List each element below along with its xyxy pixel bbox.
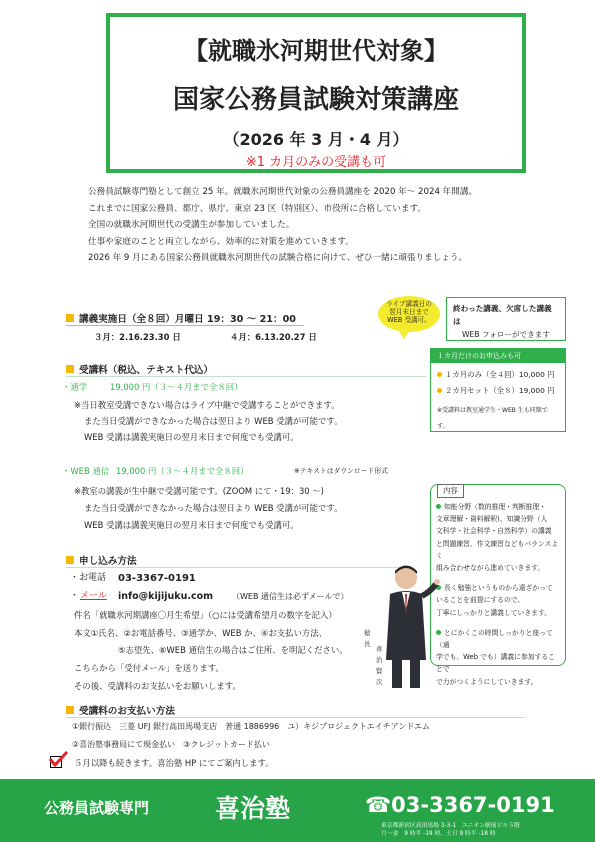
phone-label: ・お電話: [70, 573, 107, 583]
mail-note: （WEB 通信生は必ずメールで）: [232, 592, 349, 601]
title-line2: 国家公務員試験対策講座: [172, 85, 459, 115]
apply-reply: こちらから「受付メール」を送ります。: [74, 663, 224, 673]
payment-heading: 受講料のお支払い方法: [66, 703, 175, 717]
intro-line: これまでに国家公務員、都庁、県庁、東京 23 区（特別区）、市役所に合格しています。: [88, 203, 426, 214]
one-month-item2: ２カ月セット（全８）19,000 円: [437, 383, 559, 399]
web-note: WEB 受講は講義実施日の翌月末日まで何度でも受講可。: [84, 520, 299, 530]
may-note: ５月以降も続きます。喜治塾 HP にてご案内します。: [74, 758, 274, 768]
apply-body2: ⑤志望先、⑥WEB 通信生の場合はご住所、を明記ください。: [118, 645, 348, 655]
contents-item: とにかくこの時間しっかりと座って（通 学でも、Web でも）講義に参加することで で力がつくようにしていきます。: [436, 628, 555, 686]
apply-body1: 本文①氏名、②お電話番号、③通学か、WEB か、④お支払い方法、: [74, 628, 328, 638]
web-note: また当日受講ができなかった場合は翌日より WEB 受講が可能です。: [84, 503, 343, 513]
commute-price: 19,000 円（３～４月まで全８回）: [110, 382, 243, 392]
followup-box: 終わった講義、欠席した講義は WEB フォローができます: [446, 297, 566, 341]
mail-address[interactable]: info@kijijuku.com: [118, 591, 214, 602]
footer-address-block: [381, 822, 520, 838]
teacher-photo: [382, 560, 440, 690]
mail-bullet: ・: [70, 591, 80, 601]
dot-icon: [437, 372, 442, 377]
intro-text: [88, 184, 568, 267]
commute-note: WEB 受講は講義実施日の翌月末日まで何度でも受講可。: [84, 432, 299, 442]
footer-label: 公務員試験専門: [44, 799, 150, 817]
contents-item: 知能分野（数的推理・判断推理・ 文章理解・資料解釈)、知識分野（人 文科学・社会科学・自然科学）の講義 と問題練習、作文練習などもバランスよく 組み合わせながら進めていきます。: [436, 503, 559, 573]
web-text-note: ※テキストはダウンロード形式: [294, 467, 388, 475]
phone-number[interactable]: 03-3367-0191: [118, 573, 196, 584]
teacher-caption: 塾長: [364, 629, 371, 648]
divider: [66, 717, 526, 718]
fees-heading: 受講料（税込、テキスト代込）: [66, 362, 213, 376]
payment-line2: ②喜治塾事務局にて現金払い ③クレジットカード払い: [72, 740, 270, 749]
apply-subject: 件名「就職氷河期講座〇月生希望」（○には受講希望月の数字を記入）: [74, 610, 337, 620]
title-line1: 【就職氷河期世代対象】: [184, 37, 448, 65]
one-month-box: [430, 348, 566, 432]
one-month-note: ※受講料は教室通学生・WEB 生も同額です。: [437, 407, 548, 430]
intro-line: 全国の就職氷河期世代の受講生が参加していました。: [88, 220, 295, 231]
web-label: ・WEB 通信: [62, 466, 110, 476]
commute-note: ※当日教室受講できない場合はライブ中継で受講することができます。: [74, 400, 340, 410]
square-bullet-icon: [66, 365, 74, 373]
footer-address: 東京都新宿区高田馬場 3-3-1 ユニオン駅前ビル５階: [381, 823, 520, 829]
schedule-march: ３月：2.16.23.30 日: [94, 332, 181, 342]
live-web-bubble: ライブ講義日の 翌月末日まで WEB 受講可。: [378, 296, 440, 332]
intro-line: 仕事や家庭のことと両立しながら、効率的に対策を進めていきます。: [88, 236, 354, 247]
footer-phone[interactable]: ☎03-3367-0191: [365, 793, 555, 817]
teacher-caption: 賢次: [376, 667, 383, 686]
title-box: [106, 13, 526, 173]
teacher-caption: 喜治: [376, 645, 383, 664]
commute-note: また当日受講ができなかった場合は翌日より WEB 受講が可能です。: [84, 416, 343, 426]
commute-label: ・通学: [62, 382, 88, 392]
intro-line: 公務員試験専門塾として創立 25 年。就職氷河期世代対象の公務員講座を 2020 年～ 2024 年開講。: [88, 187, 478, 197]
apply-heading: 申し込み方法: [66, 553, 137, 567]
web-price: 19,000 円（３～４月まで全８回）: [116, 466, 249, 476]
title-note: ※1 カ月のみの受講も可: [245, 155, 387, 170]
divider: [66, 376, 426, 377]
payment-line1: ①銀行振込 三菱 UFJ 銀行高田馬場支店 普通 1886996 ユ）キジプロジェクトエイチアンドエム: [72, 722, 431, 731]
one-month-heading: １カ月だけのお申込みも可: [431, 349, 565, 363]
apply-after: その後、受講料のお支払いをお願いします。: [74, 681, 241, 691]
contents-heading: 内容: [437, 484, 464, 498]
schedule-heading: 講義実施日（全８回）月曜日 19：30 ～ 21：00: [66, 311, 304, 326]
divider: [66, 567, 406, 568]
square-bullet-icon: [66, 556, 74, 564]
footer-school-name: 喜治塾: [215, 794, 291, 823]
contents-item: 長く勉強というものから遠ざかって いることを前提にするので、 丁寧にしっかりと講義していきます。: [436, 584, 553, 617]
check-mark-icon: [46, 750, 68, 768]
dot-icon: [437, 388, 442, 393]
title-line3: （2026 年 3 月・4 月）: [223, 130, 409, 149]
schedule-april: ４月：6.13.20.27 日: [230, 332, 317, 342]
contents-box: [430, 484, 566, 686]
one-month-item1: １カ月のみ（全４回）10,000 円: [437, 367, 559, 383]
dot-icon: [436, 504, 441, 509]
footer-hours: 月～金 9 時半 -19 時、土日 9 時半 -18 時: [381, 831, 496, 837]
intro-line: 2026 年 9 月にある国家公務員就職氷河期世代の試験合格に向けて、ぜひ一緒に頑張りましょう。: [88, 253, 468, 264]
web-note: ※教室の講義が生中継で受講可能です。(ZOOM にて・19：30 ～): [74, 486, 324, 496]
square-bullet-icon: [66, 706, 74, 714]
footer-bar: [0, 779, 595, 842]
bubble-tail: [398, 330, 410, 339]
mail-label: メール: [80, 591, 107, 601]
square-bullet-icon: [66, 314, 74, 322]
